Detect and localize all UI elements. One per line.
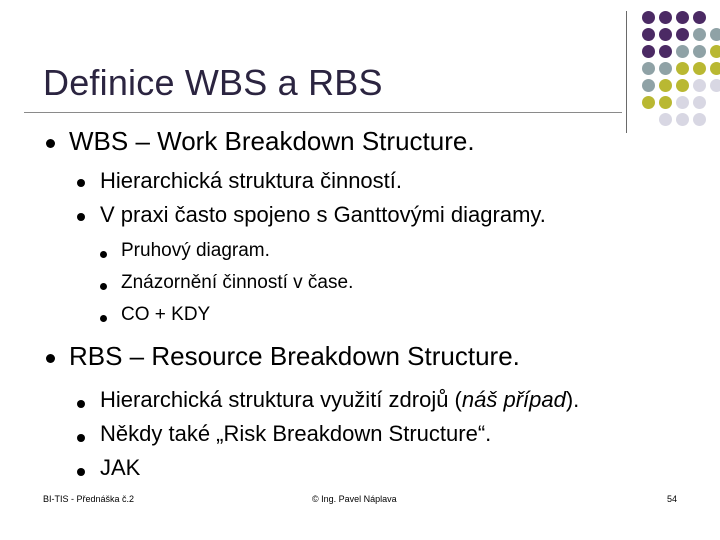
decor-dot xyxy=(676,45,689,58)
decor-dot xyxy=(659,62,672,75)
decor-dot xyxy=(693,79,706,92)
sub-bullet-text: JAK xyxy=(100,455,141,480)
decor-dot xyxy=(659,11,672,24)
bullet-icon xyxy=(77,468,85,476)
decor-dot xyxy=(693,45,706,58)
decor-dot xyxy=(676,79,689,92)
decor-dot xyxy=(642,62,655,75)
decor-dot xyxy=(693,113,706,126)
bullet-wbs: WBS – Work Breakdown Structure. xyxy=(69,126,475,156)
decor-dot xyxy=(659,113,672,126)
sub-bullet-text: Někdy také „Risk Breakdown Structure“. xyxy=(100,421,492,446)
italic-text: náš případ xyxy=(461,387,566,412)
sub-sub-bullet-text: Znázornění činností v čase. xyxy=(121,272,354,293)
decor-dot xyxy=(693,28,706,41)
bullet-icon xyxy=(77,213,85,221)
bullet-icon xyxy=(46,139,55,148)
text-run: ). xyxy=(565,387,580,412)
footer-author: © Ing. Pavel Náplava xyxy=(312,494,397,504)
decor-dot xyxy=(710,45,720,58)
decor-dot xyxy=(659,96,672,109)
sub-sub-bullet-text: Pruhový diagram. xyxy=(121,240,270,261)
sub-bullet-text xyxy=(100,387,579,413)
bullet-icon xyxy=(46,354,55,363)
decor-dot xyxy=(693,62,706,75)
bullet-icon xyxy=(100,251,107,258)
vertical-divider xyxy=(626,11,627,133)
slide-title: Definice WBS a RBS xyxy=(43,62,383,103)
decor-dot xyxy=(642,28,655,41)
decor-dot xyxy=(642,11,655,24)
bullet-icon xyxy=(77,434,85,442)
decor-dot xyxy=(710,79,720,92)
decor-dot xyxy=(710,28,720,41)
footer-course: BI-TIS - Přednáška č.2 xyxy=(43,494,135,504)
title-underline xyxy=(24,112,622,113)
decor-dot xyxy=(642,45,655,58)
bullet-icon xyxy=(100,283,107,290)
sub-bullet-text: V praxi často spojeno s Ganttovými diagramy. xyxy=(100,202,546,227)
decor-dot xyxy=(676,113,689,126)
decor-dot xyxy=(693,96,706,109)
decor-dot xyxy=(676,96,689,109)
sub-bullet-text: Hierarchická struktura činností. xyxy=(100,168,402,193)
bullet-rbs: RBS – Resource Breakdown Structure. xyxy=(69,341,520,371)
page-number: 54 xyxy=(667,494,678,504)
text-run: Hierarchická struktura využití zdrojů ( xyxy=(100,387,462,412)
decor-dot xyxy=(710,62,720,75)
bullet-icon xyxy=(77,400,85,408)
decor-dot xyxy=(642,96,655,109)
bullet-icon xyxy=(100,315,107,322)
decor-dot xyxy=(659,45,672,58)
decor-dot xyxy=(693,11,706,24)
decor-dot xyxy=(676,28,689,41)
decor-dot xyxy=(659,79,672,92)
decor-dot xyxy=(659,28,672,41)
bullet-icon xyxy=(77,179,85,187)
decor-dot xyxy=(676,62,689,75)
sub-sub-bullet-text: CO + KDY xyxy=(121,304,211,325)
decor-dot xyxy=(642,79,655,92)
decor-dot xyxy=(676,11,689,24)
